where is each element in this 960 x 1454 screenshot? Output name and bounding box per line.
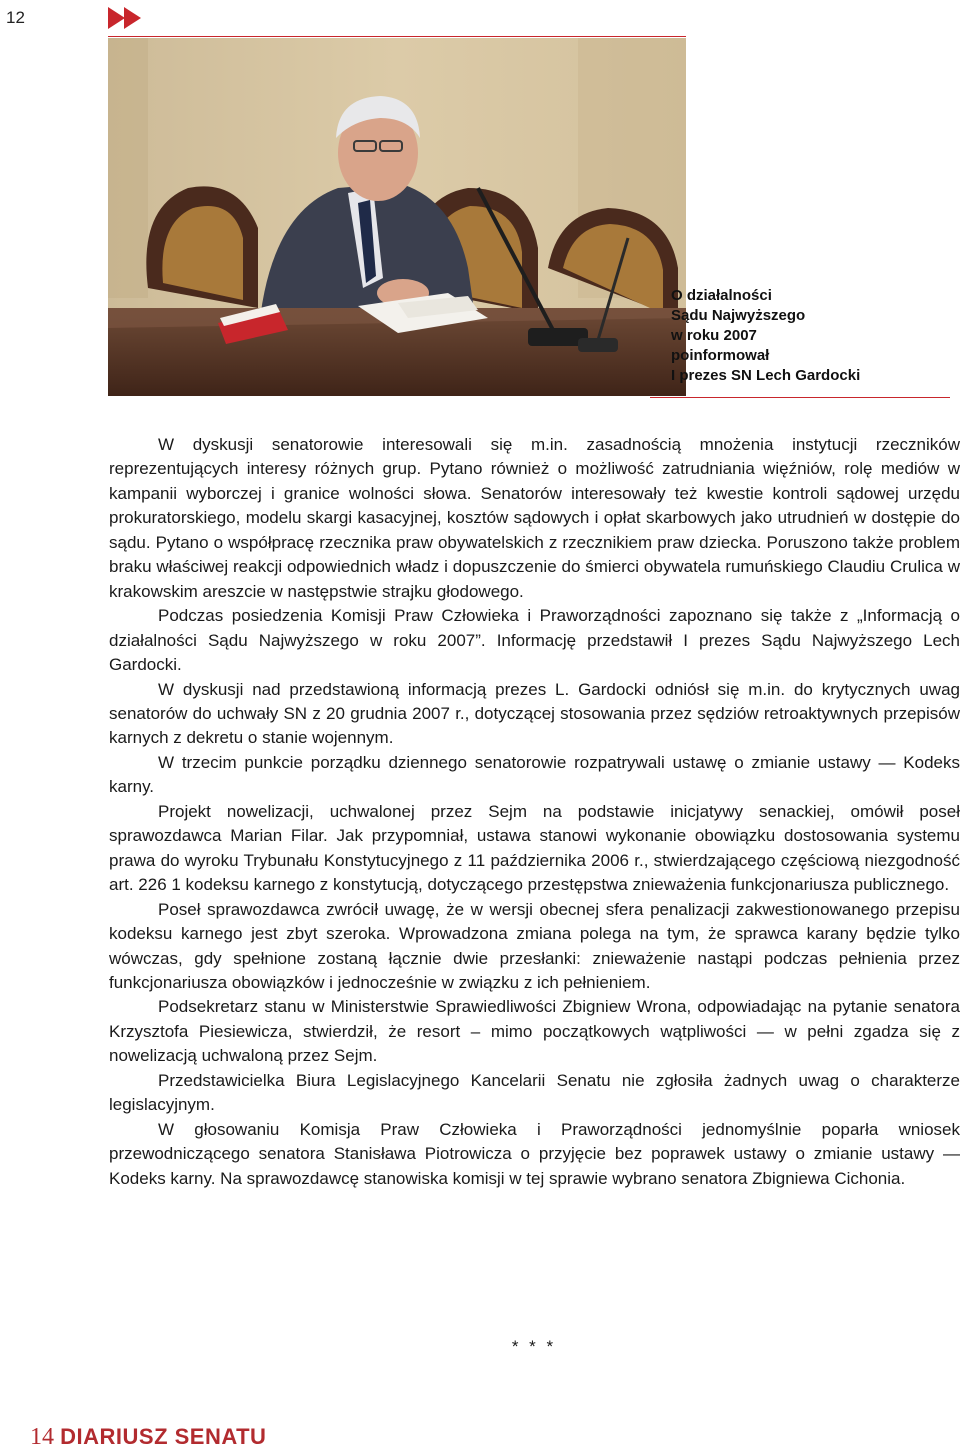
paragraph: W głosowaniu Komisja Praw Człowieka i Praworządności jednomyślnie poparła wniosek przewodniczącego senatora Stanisława Piotrowicza o przyjęcie bez poprawek ustawy o zmianie ustawy — Kodeks karny. Na sprawozdawcę stanowiska komisji w tej sprawie wybrano senatora Zbigniewa Cichonia. [109, 1119, 960, 1188]
paragraph: Projekt nowelizacji, uchwalonej przez Sejm na podstawie inicjatywy senackiej, omówił poseł sprawozdawca Marian Filar. Jak przypomniał, ustawa stanowi wykonanie obowiązku dostosowania systemu prawa do wyroku Trybunału Konstytucyjnego z 11 października 2006 r., stwierdzającego częściową niezgodność art. 226 1 kodeksu karnego z konstytucją, dotyczącego przestępstwa znieważenia funkcjonariusza publicznego. [109, 801, 960, 895]
caption-line: O działalności [671, 287, 772, 304]
photo-caption [671, 286, 951, 386]
double-arrow-right-icon [108, 7, 144, 29]
paragraph: Poseł sprawozdawca zwrócił uwagę, że w wersji obecnej sfera penalizacji zakwestionowanego przepisu kodeksu karnego jest zbyt szeroka. Wprowadzona zmiana polega na tym, że sprawca karany będzie tylko wówczas, gdy spełnione zostaną łącznie dwie przesłanki: znieważenie nastąpi podczas pełnienia przez funkcjonariusza obowiązków i jednocześnie w związku z ich pełnieniem. [109, 899, 960, 992]
section-separator: * * * [511, 1337, 557, 1356]
publication-title: DIARIUSZ SENATU [60, 1424, 267, 1449]
photo-speaker [108, 38, 686, 396]
caption-line: poinformował [671, 347, 770, 364]
paragraph: Przedstawicielka Biura Legislacyjnego Kancelarii Senatu nie zgłosiła żadnych uwag o charakterze legislacyjnym. [109, 1070, 960, 1115]
paragraph: W dyskusji senatorowie interesowali się m.in. zasadnością mnożenia instytucji rzeczników reprezentujących interesy różnych grup. Pytano również o możliwość zatrudniania więźniów, rolę mediów w kampanii wyborczej i granice wolności słowa. Senatorów interesowały też kwestie kontroli sądowej urzędu prokuratorskiego, modelu skargi kasacyjnej, kosztów sądowych i opłat skarbowych jako utrudnień w dostępie do sądu. Pytano o współpracę rzecznika praw obywatelskich z rzecznikiem praw dziecka. Poruszono także problem braku właściwej reakcji odpowiednich władz i dopuszczenie do śmierci obywatela rumuńskiego Claudiu Crulica w krakowskim areszcie w następstwie strajku głodowego. [109, 435, 960, 601]
page-footer [30, 1424, 266, 1451]
caption-line: Sądu Najwyższego [671, 307, 806, 324]
caption-red-rule [650, 397, 950, 398]
caption-line: w roku 2007 [671, 327, 757, 344]
caption-line: I prezes SN Lech Gardocki [671, 367, 861, 384]
paragraph: W trzecim punkcie porządku dziennego senatorowie rozpatrywali ustawę o zmianie ustawy — Kodeks karny. [109, 752, 960, 797]
article-body [109, 433, 960, 1191]
top-red-rule [108, 36, 686, 37]
paragraph: Podczas posiedzenia Komisji Praw Człowieka i Praworządności zapoznano się także z „Informacją o działalności Sądu Najwyższego w roku 2007”. Informację przedstawił I prezes Sądu Najwyższego Lech Gardocki. [109, 606, 960, 675]
paragraph: W dyskusji nad przedstawioną informacją prezes L. Gardocki odniósł się m.in. do krytycznych uwag senatorów do uchwały SN z 20 grudnia 2007 r., dotyczącej stosowania przez sędziów retroaktywnych przepisów karnych z dekretu o stanie wojennym. [109, 679, 960, 748]
photo-illustration [108, 38, 686, 396]
top-page-number: 12 [6, 8, 25, 27]
footer-page-number: 14 [30, 1424, 54, 1450]
paragraph: Podsekretarz stanu w Ministerstwie Sprawiedliwości Zbigniew Wrona, odpowiadając na pytanie senatora Krzysztofa Piesiewicza, stwierdził, że resort – mimo początkowych wątpliwości — w pełni zgadza się z nowelizacją uchwaloną przez Sejm. [109, 997, 960, 1066]
